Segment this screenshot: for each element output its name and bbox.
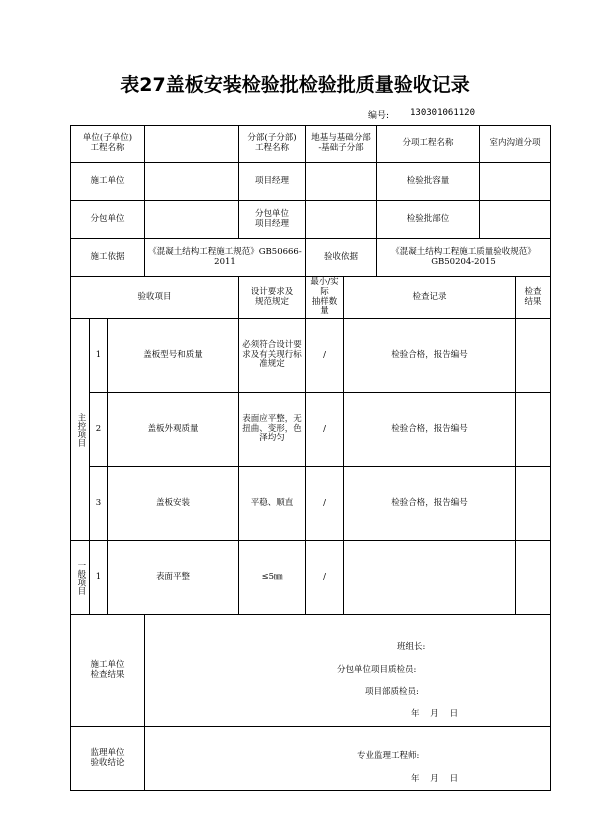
design-requirement: 表面应平整，无扭曲、变形，色泽均匀 bbox=[239, 393, 306, 467]
unit-name-label: 单位(子单位) 工程名称 bbox=[71, 126, 145, 163]
item-name-value: 室内沟道分项 bbox=[480, 126, 551, 163]
sample-quantity: / bbox=[306, 393, 344, 467]
sub-inspector-label: 分包单位项目质检员: bbox=[337, 665, 417, 676]
item-name: 盖板型号和质量 bbox=[108, 319, 239, 393]
sample-quantity: / bbox=[306, 541, 344, 615]
date-label: 年 月 日 bbox=[411, 709, 459, 720]
table-row bbox=[71, 541, 551, 615]
row-number: 2 bbox=[90, 393, 108, 467]
inspection-form-table bbox=[70, 125, 551, 791]
row-number: 1 bbox=[90, 541, 108, 615]
subpart-name-label: 分部(子分部) 工程名称 bbox=[239, 126, 306, 163]
table-row bbox=[71, 319, 551, 393]
sub-project-manager-label: 分包单位 项目经理 bbox=[239, 201, 306, 239]
check-record[interactable] bbox=[344, 541, 516, 615]
construction-check-row bbox=[71, 615, 551, 727]
design-requirement: ≤5㎜ bbox=[239, 541, 306, 615]
col-acceptance-item: 验收项目 bbox=[71, 277, 239, 319]
check-result[interactable] bbox=[516, 467, 551, 541]
header-row-4 bbox=[71, 239, 551, 277]
column-header-row bbox=[71, 277, 551, 319]
construction-check-label: 施工单位 检查结果 bbox=[71, 615, 145, 727]
sample-quantity: / bbox=[306, 467, 344, 541]
check-record: 检验合格，报告编号 bbox=[344, 319, 516, 393]
check-record: 检验合格，报告编号 bbox=[344, 393, 516, 467]
acceptance-basis-label: 验收依据 bbox=[306, 239, 377, 277]
batch-capacity-value[interactable] bbox=[480, 163, 551, 201]
item-name: 盖板外观质量 bbox=[108, 393, 239, 467]
construction-unit-value[interactable] bbox=[145, 163, 239, 201]
check-result[interactable] bbox=[516, 541, 551, 615]
page-title: 表27盖板安装检验批检验批质量验收记录 bbox=[120, 74, 470, 96]
code-label: 编号: bbox=[368, 111, 390, 121]
project-manager-label: 项目经理 bbox=[239, 163, 306, 201]
date-label: 年 月 日 bbox=[411, 774, 459, 785]
project-manager-value[interactable] bbox=[306, 163, 377, 201]
batch-location-label: 检验批部位 bbox=[377, 201, 480, 239]
col-check-result: 检查 结果 bbox=[516, 277, 551, 319]
sub-project-manager-value[interactable] bbox=[306, 201, 377, 239]
header-row-3 bbox=[71, 201, 551, 239]
row-number: 3 bbox=[90, 467, 108, 541]
design-requirement: 平稳、顺直 bbox=[239, 467, 306, 541]
row-number: 1 bbox=[90, 319, 108, 393]
batch-location-value[interactable] bbox=[480, 201, 551, 239]
supervision-engineer-label: 专业监理工程师: bbox=[357, 751, 420, 762]
main-control-group-label: 主控项目 bbox=[71, 319, 90, 541]
sample-quantity: / bbox=[306, 319, 344, 393]
table-row bbox=[71, 467, 551, 541]
subpart-name-value: 地基与基础分部 -基础子分部 bbox=[306, 126, 377, 163]
item-name-label: 分项工程名称 bbox=[377, 126, 480, 163]
supervision-label: 监理单位 验收结论 bbox=[71, 727, 145, 791]
table-row bbox=[71, 393, 551, 467]
check-record: 检验合格，报告编号 bbox=[344, 467, 516, 541]
unit-name-value[interactable] bbox=[145, 126, 239, 163]
header-row-2 bbox=[71, 163, 551, 201]
header-row-1 bbox=[71, 126, 551, 163]
team-leader-label: 班组长: bbox=[397, 642, 426, 653]
construction-unit-label: 施工单位 bbox=[71, 163, 145, 201]
subcontract-unit-value[interactable] bbox=[145, 201, 239, 239]
construction-check-signatures bbox=[145, 615, 551, 727]
construction-basis-label: 施工依据 bbox=[71, 239, 145, 277]
item-name: 盖板安装 bbox=[108, 467, 239, 541]
check-result[interactable] bbox=[516, 393, 551, 467]
batch-capacity-label: 检验批容量 bbox=[377, 163, 480, 201]
code-value: 130301061120 bbox=[410, 108, 476, 118]
acceptance-basis-value: 《混凝土结构工程施工质量验收规范》GB50204-2015 bbox=[377, 239, 551, 277]
col-design-requirement: 设计要求及 规范规定 bbox=[239, 277, 306, 319]
construction-basis-value: 《混凝土结构工程施工规范》GB50666-2011 bbox=[145, 239, 306, 277]
design-requirement: 必须符合设计要求及有关现行标准规定 bbox=[239, 319, 306, 393]
check-result[interactable] bbox=[516, 319, 551, 393]
general-group-label: 一般项目 bbox=[71, 541, 90, 615]
supervision-signatures bbox=[145, 727, 551, 791]
project-inspector-label: 项目部质检员: bbox=[365, 687, 419, 698]
col-sample-quantity: 最小/实际 抽样数量 bbox=[306, 277, 344, 319]
item-name: 表面平整 bbox=[108, 541, 239, 615]
col-check-record: 检查记录 bbox=[344, 277, 516, 319]
subcontract-unit-label: 分包单位 bbox=[71, 201, 145, 239]
supervision-row bbox=[71, 727, 551, 791]
